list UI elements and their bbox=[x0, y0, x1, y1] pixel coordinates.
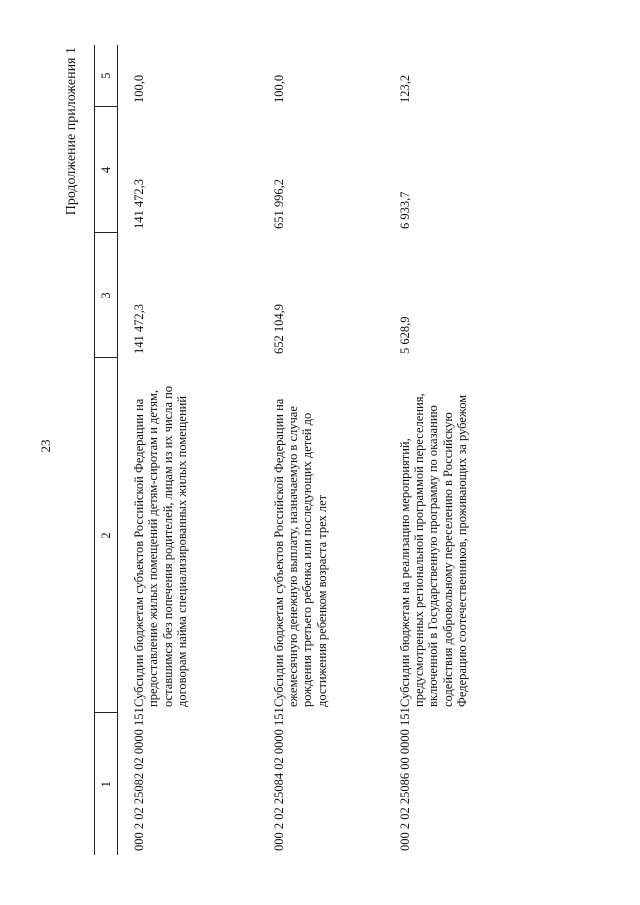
column-header-2: 2 bbox=[95, 358, 118, 713]
value-col4: 141 472,3 bbox=[132, 179, 146, 229]
continuation-label: Продолжение приложения 1 bbox=[64, 47, 79, 216]
row-description: Субсидии бюджетам субъектов Российской Федерации на ежемесячную денежную выплату, назначаемую в случае рождения третьего ребенка или последующих детей до достижения ребенком возраста трех лет bbox=[271, 398, 329, 707]
value-col4: 651 996,2 bbox=[271, 179, 286, 229]
value-col3: 5 628,9 bbox=[397, 316, 412, 354]
budget-code: 000 2 02 25082 02 0000 151 bbox=[132, 707, 146, 851]
column-header-3: 3 bbox=[95, 233, 118, 358]
table-header-row bbox=[95, 45, 118, 855]
column-header-4: 4 bbox=[95, 107, 118, 233]
budget-table bbox=[94, 45, 584, 855]
budget-code: 000 2 02 25084 02 0000 151 bbox=[271, 707, 286, 851]
document-sheet bbox=[64, 45, 624, 855]
table-row bbox=[384, 45, 584, 855]
table-row bbox=[118, 45, 258, 855]
row-description: Субсидии бюджетам на реализацию мероприятий, предусмотренных региональной программой переселения, включенной в Государственную программу по оказанию содействия добровольному переселению в Российскую Федерацию соотечественников, проживающих за рубежом bbox=[397, 393, 469, 707]
value-col5: 100,0 bbox=[132, 74, 146, 103]
column-header-5: 5 bbox=[95, 45, 118, 107]
value-col5: 100,0 bbox=[271, 74, 286, 103]
column-header-1: 1 bbox=[95, 713, 118, 855]
value-col5: 123,2 bbox=[397, 74, 412, 103]
value-col4: 6 933,7 bbox=[397, 191, 412, 229]
value-col3: 652 104,9 bbox=[271, 304, 286, 354]
row-description: Субсидии бюджетам субъектов Российской Федерации на предоставление жилых помещений детям-сиротам и детям, оставшимся без попечения родителей, лицам из их числа по договорам найма специализированных жилых помещений bbox=[132, 385, 190, 707]
value-col3: 141 472,3 bbox=[132, 304, 146, 354]
table-row bbox=[258, 45, 384, 855]
page-number: 23 bbox=[38, 439, 53, 453]
budget-code: 000 2 02 25086 00 0000 151 bbox=[397, 707, 412, 851]
